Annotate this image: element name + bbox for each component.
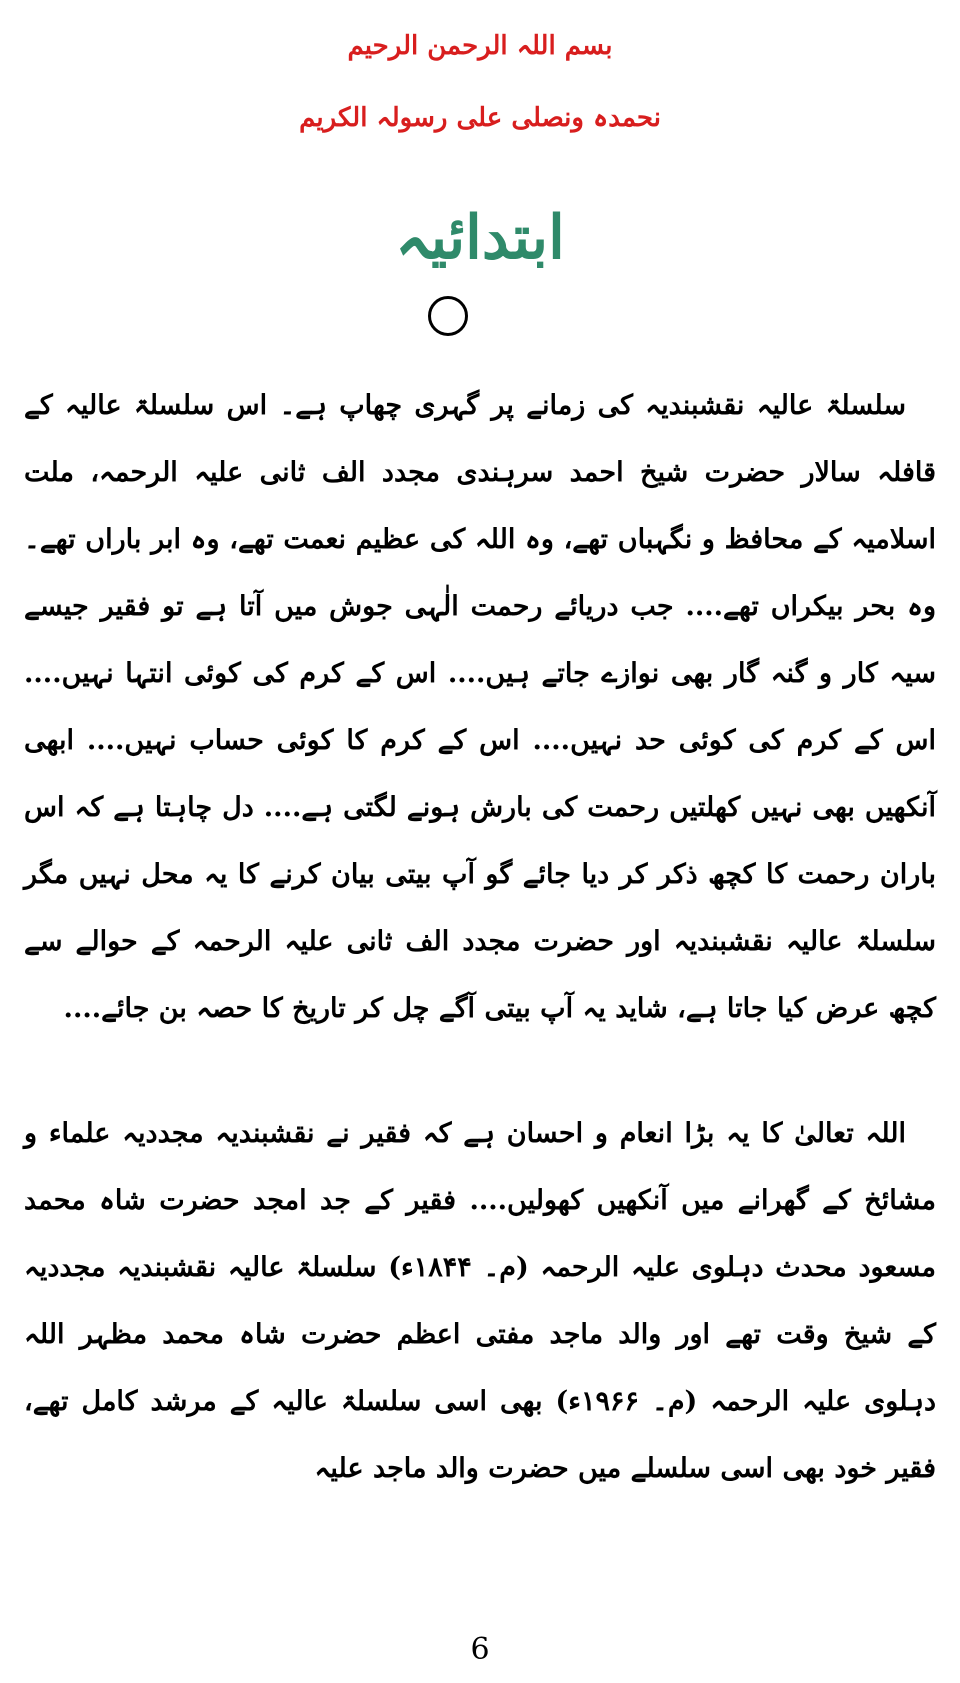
- chapter-title: ابتدائیہ: [395, 203, 565, 273]
- paragraph-1: سلسلۃ عالیہ نقشبندیہ کی زمانے پر گہری چھاپ ہے۔ اس سلسلۃ عالیہ کے قافلہ سالار حضرت شیخ احمد سرہندی مجدد الف ثانی علیہ الرحمہ، ملت اسلامیہ کے محافظ و نگہباں تھے، وہ اللہ کی عظیم نعمت تھے، وہ ابر باراں تھے۔ وہ بحر بیکراں تھے.... جب دریائے رحمت الٰہی جوش میں آتا ہے تو فقیر جیسے سیہ کار و گنہ گار بھی نوازے جاتے ہیں.... اس کے کرم کی کوئی انتہا نہیں.... اس کے کرم کی کوئی حد نہیں.... اس کے کرم کا کوئی حساب نہیں.... ابھی آنکھیں بھی نہیں کھلتیں رحمت کی بارش ہونے لگتی ہے.... دل چاہتا ہے کہ اس باران رحمت کا کچھ ذکر کر دیا جائے گو آپ بیتی بیان کرنے کا یہ محل نہیں مگر سلسلۃ عالیہ نقشبندیہ اور حضرت مجدد الف ثانی علیہ الرحمہ کے حوالے سے کچھ عرض کیا جاتا ہے، شاید یہ آپ بیتی آگے چل کر تاریخ کا حصہ بن جائے....: [24, 390, 936, 1024]
- circle-ornament-icon: [428, 296, 468, 336]
- paragraph-2: اللہ تعالیٰ کا یہ بڑا انعام و احسان ہے کہ فقیر نے نقشبندیہ مجددیہ علماء و مشائخ کے گھرانے میں آنکھیں کھولیں.... فقیر کے جد امجد حضرت شاہ محمد مسعود محدث دہلوی علیہ الرحمہ (م۔ ۱۸۴۴ء) سلسلۃ عالیہ نقشبندیہ مجددیہ کے شیخ وقت تھے اور والد ماجد مفتی اعظم حضرت شاہ محمد مظہر اللہ دہلوی علیہ الرحمہ (م۔ ۱۹۶۶ء) بھی اسی سلسلۃ عالیہ کے مرشد کامل تھے، فقیر خود بھی اسی سلسلے میں حضرت والد ماجد علیہ: [24, 1118, 936, 1484]
- page-number: 6: [470, 1632, 490, 1667]
- bismillah-line: بسم اللہ الرحمن الرحیم: [347, 31, 613, 61]
- salutation-line: نحمدہ ونصلی علی رسولہ الکریم: [299, 103, 661, 133]
